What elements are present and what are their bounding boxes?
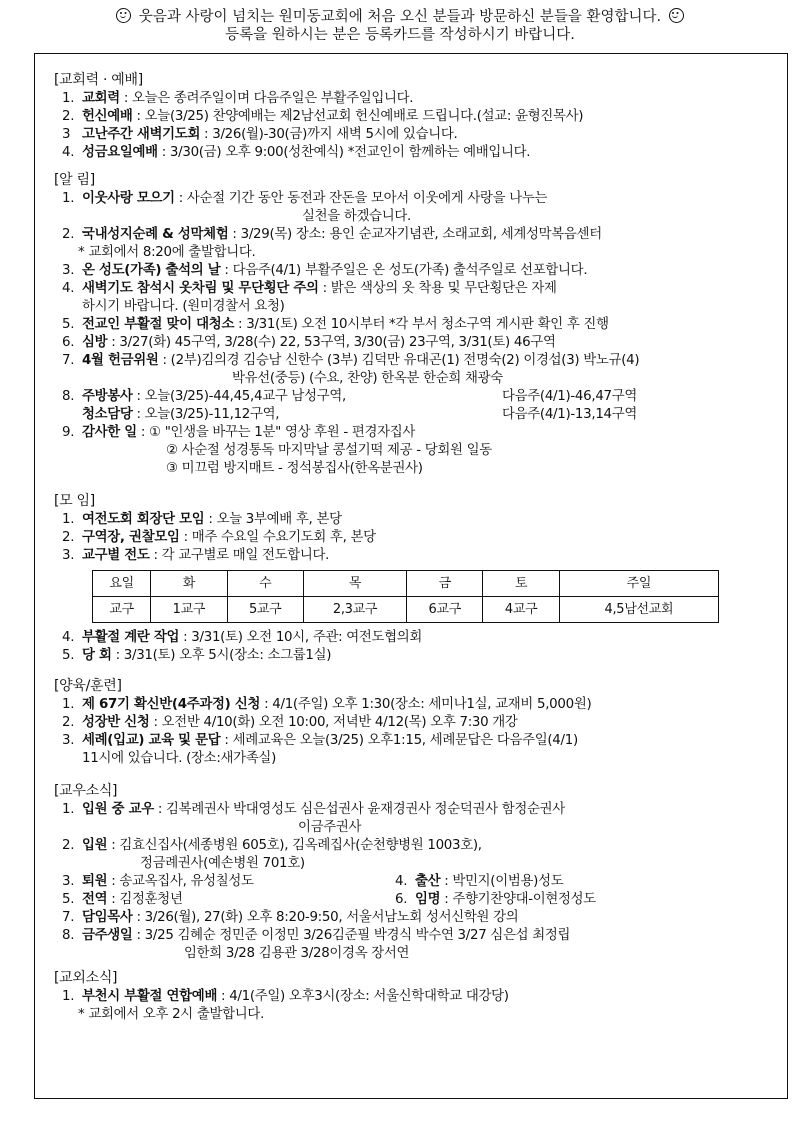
table-header-cell: 목: [303, 571, 406, 597]
list-item: 청소담당 : 오늘(3/25)-11,12구역, 다음주(4/1)-13,14구역: [82, 407, 638, 422]
table-cell: 1교구: [151, 597, 227, 623]
section-title-news: [알 림]: [54, 172, 95, 188]
bulletin-content: [48, 71, 784, 1024]
table-cell: 6교구: [407, 597, 483, 623]
list-item: 6. 심방 : 3/27(화) 45구역, 3/28(수) 22, 53구역, 3/30(금) 23구역, 3/31(토) 46구역: [62, 335, 556, 350]
table-header-cell: 수: [227, 571, 303, 597]
list-item-continuation: ② 사순절 성경통독 마지막날 콩설기떡 제공 - 당회원 일동: [166, 443, 492, 458]
list-item-note: * 교회에서 오후 2시 출발합니다.: [78, 1007, 265, 1022]
list-row: [48, 873, 784, 891]
list-item: 5. 전역 : 김정훈청년: [62, 892, 183, 907]
smiley-icon: [116, 8, 131, 23]
list-item-continuation: 박유선(중등) (수요, 찬양) 한옥분 한순희 채광숙: [232, 371, 503, 386]
table-cell: 4교구: [483, 597, 559, 623]
list-item: 3. 퇴원 : 송교옥집사, 유성칠성도: [62, 874, 254, 889]
list-item: 1. 교회력 : 오늘은 종려주일이며 다음주일은 부활주일입니다.: [62, 91, 414, 106]
table-header-row: [93, 571, 719, 597]
list-item: 3 고난주간 새벽기도회 : 3/26(월)-30(금)까지 새벽 5시에 있습니다.: [62, 127, 458, 142]
list-item: 3. 세례(입교) 교육 및 문답 : 세례교육은 오늘(3/25) 오후1:15, 세례문답은 다음주일(4/1): [62, 733, 578, 748]
list-item: 1. 부천시 부활절 연합예배 : 4/1(주일) 오후3시(장소: 서울신학대학교 대강당): [62, 989, 509, 1004]
table-cell: 2,3교구: [303, 597, 406, 623]
list-item: 8. 금주생일 : 3/25 김혜순 정민준 이정민 3/26김준필 박경식 박수연 3/27 심은섭 최정립: [62, 928, 571, 943]
members-list: [48, 801, 784, 963]
evangelism-schedule-table: [92, 570, 719, 623]
list-item: 1. 제 67기 확신반(4주과정) 신청 : 4/1(주일) 오후 1:30(장소: 세미나1실, 교재비 5,000원): [62, 697, 592, 712]
list-item: 4. 출산 : 박민지(이범용)성도: [395, 874, 564, 889]
welcome-header: [0, 8, 800, 44]
list-item: 2. 구역장, 권찰모임 : 매주 수요일 수요기도회 후, 본당: [62, 530, 376, 545]
list-item-continuation: 11시에 있습니다. (장소:새가족실): [82, 751, 276, 766]
section-title-training: [양육/훈련]: [54, 678, 122, 694]
list-item: 9. 감사한 일 : ① "인생을 바꾸는 1분" 영상 후원 - 편경자집사: [62, 425, 416, 440]
table-cell: 교구: [93, 597, 151, 623]
table-header-cell: 토: [483, 571, 559, 597]
list-item: 2. 헌신예배 : 오늘(3/25) 찬양예배는 제2남선교회 헌신예배로 드립니다.(설교: 윤형진목사): [62, 109, 584, 124]
list-item: 4. 부활절 계란 작업 : 3/31(토) 오전 10시, 주관: 여전도협의회: [62, 630, 423, 645]
table-header-cell: 요일: [93, 571, 151, 597]
calendar-list: [48, 90, 784, 162]
list-item-continuation: 이금주권사: [298, 820, 362, 835]
list-item: 1. 여전도회 회장단 모임 : 오늘 3부예배 후, 본당: [62, 512, 342, 527]
training-list: [48, 696, 784, 768]
list-item: 1. 이웃사랑 모으기 : 사순절 기간 동안 동전과 잔돈을 모아서 이웃에게 사랑을 나누는: [62, 191, 548, 206]
smiley-icon: [669, 8, 684, 23]
welcome-line-1: [0, 8, 800, 26]
welcome-text: 웃음과 사랑이 넘치는 원미동교회에 처음 오신 분들과 방문하신 분들을 환영합니다.: [138, 9, 662, 25]
table-row: [93, 597, 719, 623]
list-item: 8. 주방봉사 : 오늘(3/25)-44,45,4교구 남성구역, 다음주(4/1)-46,47구역: [62, 389, 638, 404]
list-item-continuation: ③ 미끄럼 방지매트 - 정석봉집사(한옥분권사): [166, 461, 423, 476]
table-cell: 5교구: [227, 597, 303, 623]
list-item: 2. 국내성지순례 & 성막체험 : 3/29(목) 장소: 용인 순교자기념관, 소래교회, 세계성막복음센터: [62, 227, 602, 242]
list-item-continuation: 하시기 바랍니다. (원미경찰서 요청): [82, 299, 285, 314]
list-item: 2. 입원 : 김효신집사(세종병원 605호), 김옥례집사(순천향병원 1003호),: [62, 838, 482, 853]
list-item: 3. 교구별 전도 : 각 교구별로 매일 전도합니다.: [62, 548, 330, 563]
list-item: 7. 4월 헌금위원 : (2부)김의경 김승남 신한수 (3부) 김덕만 유대곤(1) 전명숙(2) 이경섭(3) 박노규(4): [62, 353, 640, 368]
list-row: [48, 891, 784, 909]
list-item: 4. 성금요일예배 : 3/30(금) 오후 9:00(성찬예식) *전교인이 함께하는 예배입니다.: [62, 145, 531, 160]
list-item: 2. 성장반 신청 : 오전반 4/10(화) 오전 10:00, 저녁반 4/12(목) 오후 7:30 개강: [62, 715, 518, 730]
section-title-external: [교외소식]: [54, 970, 118, 986]
meetings-list: [48, 511, 784, 665]
list-item: 4. 새벽기도 참석시 옷차림 및 무단횡단 주의 : 밝은 색상의 옷 착용 및 무단횡단은 자제: [62, 281, 557, 296]
welcome-line-2: 등록을 원하시는 분은 등록카드를 작성하시기 바랍니다.: [225, 27, 575, 43]
table-header-cell: 금: [407, 571, 483, 597]
news-list: [48, 190, 784, 478]
list-item: 7. 담임목사 : 3/26(월), 27(화) 오후 8:20-9:50, 서울서남노회 성서신학원 강의: [62, 910, 519, 925]
list-item: 5. 당 회 : 3/31(토) 오후 5시(장소: 소그룹1실): [62, 648, 332, 663]
section-title-calendar: [교회력 · 예배]: [54, 72, 143, 88]
list-item: 5. 전교인 부활절 맞이 대청소 : 3/31(토) 오전 10시부터 *각 부서 청소구역 게시판 확인 후 진행: [62, 317, 609, 332]
list-item-continuation: 임한희 3/28 김용관 3/28이경옥 장서연: [184, 946, 410, 961]
section-title-meetings: [모 임]: [54, 493, 95, 509]
list-item: 3. 온 성도(가족) 출석의 날 : 다음주(4/1) 부활주일은 온 성도(가족) 출석주일로 선포합니다.: [62, 263, 588, 278]
list-item-continuation: 실천을 하겠습니다.: [302, 209, 411, 224]
list-item-note: * 교회에서 8:20에 출발합니다.: [78, 245, 256, 260]
section-title-members: [교우소식]: [54, 783, 118, 799]
table-cell: 4,5남선교회: [559, 597, 718, 623]
list-item: 1. 입원 중 교우 : 김복례권사 박대영성도 심은섭권사 윤재경권사 정순덕권사 함정순권사: [62, 802, 565, 817]
external-list: [48, 988, 784, 1024]
table-header-cell: 화: [151, 571, 227, 597]
list-item-continuation: 정금례권사(예손병원 701호): [140, 856, 305, 871]
list-item: 6. 임명 : 주향기찬양대-이현정성도: [395, 892, 596, 907]
table-header-cell: 주일: [559, 571, 718, 597]
